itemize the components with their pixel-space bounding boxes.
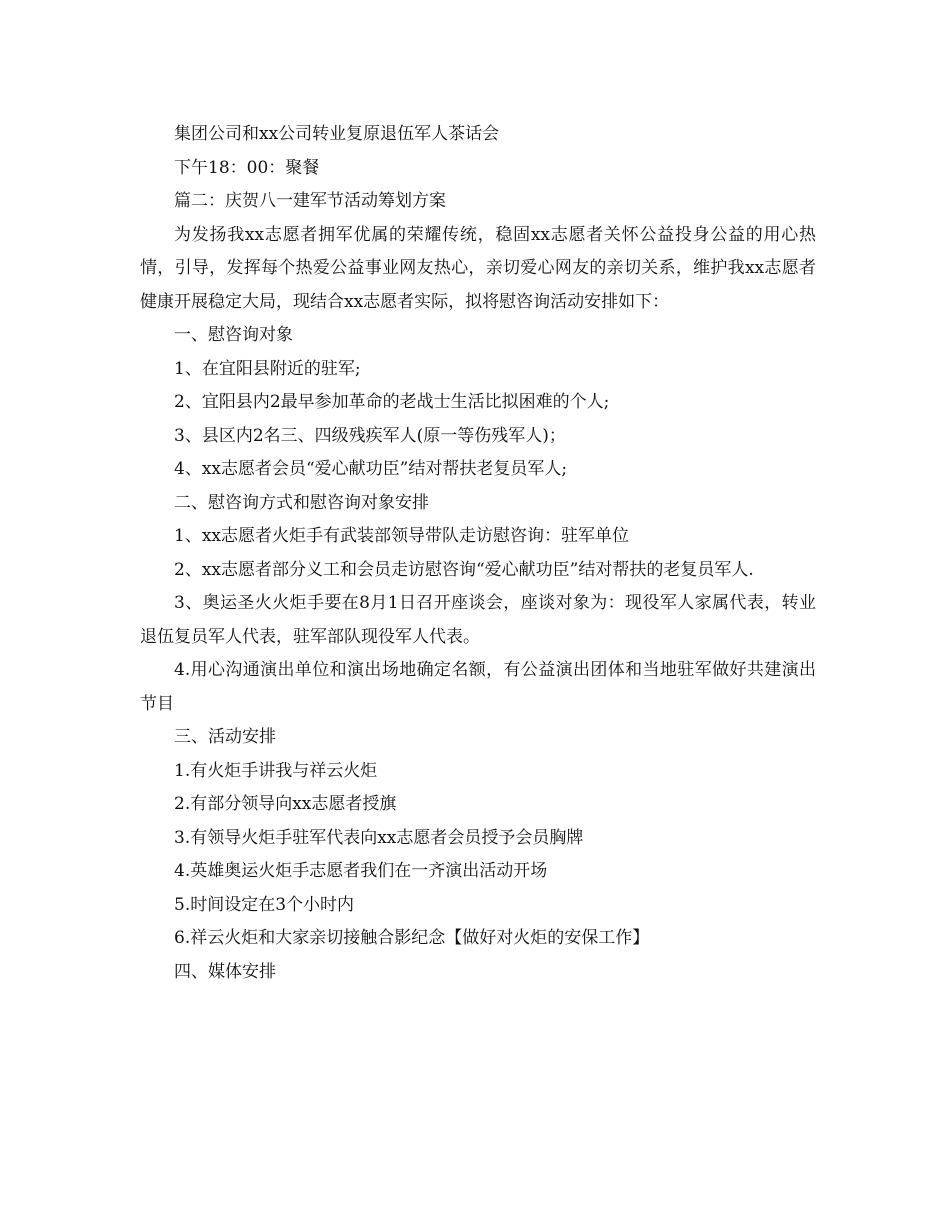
list-item: 2.有部分领导向xx志愿者授旗 (174, 794, 397, 814)
list-item: 3、奥运圣火火炬手要在8月1日召开座谈会，座谈对象为：现役军人家属代表，转业退伍复员军人代表，驻军部队现役军人代表。 (140, 593, 816, 647)
list-item: 3.有领导火炬手驻军代表向xx志愿者会员授予会员胸牌 (174, 827, 584, 848)
list-item: 2、xx志愿者部分义工和会员走访慰咨询“爱心献功臣”结对帮扶的老复员军人. (174, 559, 754, 580)
list-item: 6.祥云火炬和大家亲切接触合影纪念【做好对火炬的安保工作】 (174, 928, 650, 948)
list-item: 1、xx志愿者火炬手有武装部领导带队走访慰咨询：驻军单位 (174, 526, 629, 546)
heading-visit-methods: 二、慰咨询方式和慰咨询对象安排 (174, 492, 429, 513)
list-item: 2、宜阳县内2最早参加革命的老战士生活比拟困难的个人; (174, 392, 610, 412)
paragraph-section-title: 篇二：庆贺八一建军节活动筹划方案 (174, 191, 446, 211)
paragraph-tea-party: 集团公司和xx公司转业复原退伍军人茶话会 (174, 124, 500, 144)
list-item: 1.有火炬手讲我与祥云火炬 (174, 760, 378, 781)
heading-visit-targets: 一、慰咨询对象 (174, 325, 293, 345)
list-item: 4.用心沟通演出单位和演出场地确定名额，有公益演出团体和当地驻军做好共建演出节目 (140, 660, 816, 714)
document-body (140, 118, 816, 989)
list-item: 4.英雄奥运火炬手志愿者我们在一齐演出活动开场 (174, 861, 548, 881)
list-item: 3、县区内2名三、四级残疾军人(原一等伤残军人)； (174, 425, 566, 446)
list-item: 4、xx志愿者会员“爱心献功臣”结对帮扶老复员军人; (174, 459, 568, 479)
paragraph-dinner-time: 下午18：00：聚餐 (174, 157, 320, 178)
list-item: 1、在宜阳县附近的驻军; (174, 358, 361, 379)
heading-media-arrangement: 四、媒体安排 (174, 961, 276, 982)
paragraph-intro: 为发扬我xx志愿者拥军优属的荣耀传统，稳固xx志愿者关怀公益投身公益的用心热情，引导，发挥每个热爱公益事业网友热心，亲切爱心网友的亲切关系，维护我xx志愿者健康开展稳定大局，现结合xx志愿者实际，拟将慰咨询活动安排如下： (140, 224, 816, 312)
heading-activity-arrangement: 三、活动安排 (174, 727, 276, 747)
list-item: 5.时间设定在3个小时内 (174, 894, 355, 915)
